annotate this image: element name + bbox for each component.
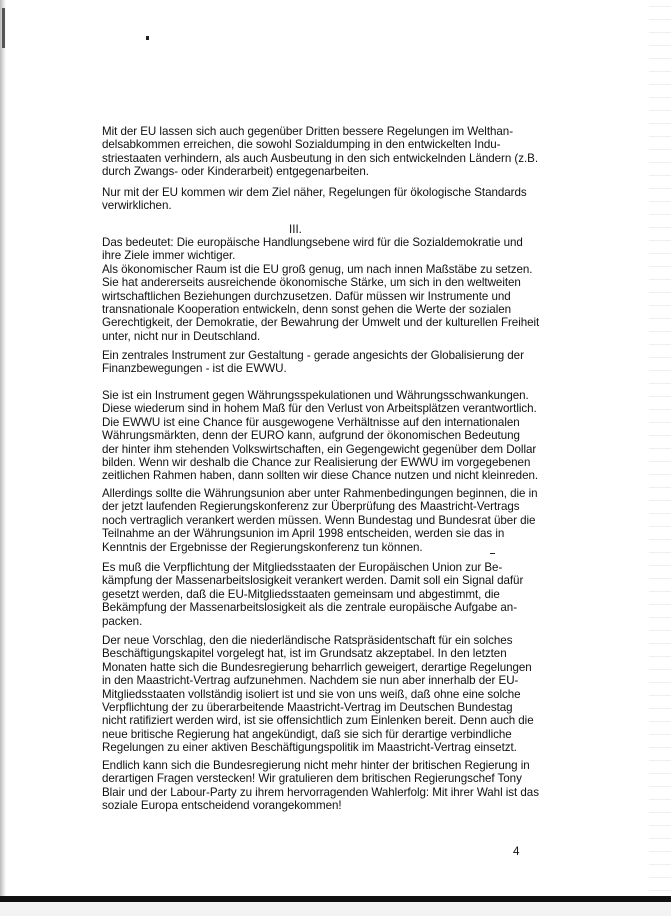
text-line: noch vertraglich verankert werden müssen. Wenn Bundestag und Bundesrat über die xyxy=(102,513,536,527)
paragraph xyxy=(102,236,539,343)
paragraph xyxy=(102,389,538,483)
paragraph xyxy=(102,759,539,813)
scan-edge-left xyxy=(0,0,6,916)
text-line: Endlich kann sich die Bundesregierung nicht mehr hinter der britischen Regierung in xyxy=(102,759,530,772)
text-line: in den Maastricht-Vertrag aufzunehmen. Nachdem sie nun aber innerhalb der EU- xyxy=(102,674,519,688)
text-line: Mitgliedsstaaten vollständig isoliert ist und sie von uns weiß, daß ohne eine solche xyxy=(102,687,521,701)
text-line: Verpflichtung der zu überarbeitende Maastricht-Vertrag im Deutschen Bundestag xyxy=(102,701,513,715)
text-line: Als ökonomischer Raum ist die EU groß genug, um nach innen Maßstäbe zu setzen. xyxy=(102,262,533,276)
text-line: delsabkommen erreichen, die sowohl Sozialdumping in den entwickelten Indu- xyxy=(102,138,501,152)
text-line: Die EWWU ist eine Chance für ausgewogene Verhältnisse auf den internationalen xyxy=(102,415,520,429)
text-line: Blair und der Labour-Party zu ihrem hervorragenden Wahlerfolg: Mit ihrer Wahl ist das xyxy=(102,785,539,799)
text-line: Es muß die Verpflichtung der Mitgliedsstaaten der Europäischen Union zur Be- xyxy=(102,561,503,574)
text-line: verwirklichen. xyxy=(102,199,172,213)
scan-bottom-margin xyxy=(0,902,671,916)
text-line: Finanzbewegungen - ist die EWWU. xyxy=(102,362,287,376)
scan-speck xyxy=(146,36,149,40)
text-line: Beschäftigungskapitel vorgelegt hat, ist im Grundsatz akzeptabel. In den letzten xyxy=(102,647,507,661)
section-number: III. xyxy=(289,223,302,236)
text-line: der hinter ihm stehenden Volkswirtschaften, ein Gegengewicht gegenüber dem Dollar xyxy=(102,442,537,456)
text-line: durch Zwangs- oder Kinderarbeit) entgegenarbeiten. xyxy=(102,165,369,179)
text-line: Bekämpfung der Massenarbeitslosigkeit als die zentrale europäische Aufgabe an- xyxy=(102,601,518,615)
text-line: Das bedeutet: Die europäische Handlungsebene wird für die Sozialdemokratie und xyxy=(102,236,523,249)
text-line: neue britische Regierung hat angekündigt, daß sie sich für derartige verbindliche xyxy=(102,727,512,741)
paragraph xyxy=(102,186,527,213)
text-line: unter, nicht nur in Deutschland. xyxy=(102,329,261,343)
text-line: transnationale Kooperation entwickeln, denn sonst gehen die Werte der sozialen xyxy=(102,303,512,317)
text-line: Regelungen zu einer aktiven Beschäftigungspolitik im Maastricht-Vertrag einsetzt. xyxy=(102,741,517,755)
text-line: kämpfung der Massenarbeitslosigkeit verankert werden. Damit soll ein Signal dafür xyxy=(102,574,524,588)
text-line: soziale Europa entscheidend vorangekommen! xyxy=(102,799,342,813)
text-line: Der neue Vorschlag, den die niederländische Ratspräsidentschaft für ein solches xyxy=(102,634,513,647)
paragraph xyxy=(102,561,523,628)
text-line: Währungsmärkten, denn der EURO kann, aufgrund der ökonomischen Bedeutung xyxy=(102,429,520,443)
text-line: Nur mit der EU kommen wir dem Ziel näher, Regelungen für ökologische Standards xyxy=(102,186,527,199)
text-line: Ein zentrales Instrument zur Gestaltung - gerade angesichts der Globalisierung der xyxy=(102,349,524,362)
scan-edge-right xyxy=(649,0,671,916)
text-line: Sie ist ein Instrument gegen Währungsspekulationen und Währungsschwankungen. xyxy=(102,389,529,402)
text-line: Mit der EU lassen sich auch gegenüber Dritten bessere Regelungen im Welthan- xyxy=(102,125,514,138)
text-line: packen. xyxy=(102,614,143,628)
scan-speck xyxy=(2,8,5,48)
text-line: Sie hat andererseits ausreichende ökonomische Stärke, um sich in den weltweiten xyxy=(102,276,521,290)
paragraph xyxy=(102,125,538,179)
paragraph xyxy=(102,487,538,554)
text-line: striestaaten verhindern, als auch Ausbeutung in den sich entwickelnden Ländern (z.B. xyxy=(102,151,538,165)
text-line: Diese wiederum sind in hohem Maß für den Verlust von Arbeitsplätzen verantwortlich. xyxy=(102,402,537,416)
text-line: derartigen Fragen verstecken! Wir gratulieren dem britischen Regierungschef Tony xyxy=(102,772,522,786)
text-line: wirtschaftlichen Beziehungen durchzusetzen. Dafür müssen wir Instrumente und xyxy=(102,289,511,303)
text-line: Allerdings sollte die Währungsunion aber unter Rahmenbedingungen beginnen, die in xyxy=(102,487,538,500)
text-line: Kenntnis der Ergebnisse der Regierungskonferenz tun können. xyxy=(102,540,423,554)
text-line: nicht ratifiziert werden wird, ist sie offensichtlich zum Einlenken bereit. Denn auch die xyxy=(102,714,534,728)
paragraph xyxy=(102,349,524,376)
page-number: 4 xyxy=(513,845,520,858)
text-line: Teilnahme an der Währungsunion im April 1998 entscheiden, werden sie das in xyxy=(102,527,505,541)
text-line: der jetzt laufenden Regierungskonferenz zur Überprüfung des Maastricht-Vertrags xyxy=(102,500,520,514)
paragraph xyxy=(102,634,534,755)
text-line: bilden. Wenn wir deshalb die Chance zur Realisierung der EWWU im vorgegebenen xyxy=(102,456,531,470)
text-line: gesetzt werden, daß die EU-Mitgliedsstaaten gemeinsam und abgestimmt, die xyxy=(102,587,500,601)
text-line: zeitlichen Rahmen haben, dann sollten wir diese Chance nutzen und nicht kleinreden. xyxy=(102,469,539,483)
text-line: Gerechtigkeit, der Demokratie, der Bewahrung der Umwelt und der kulturellen Freiheit xyxy=(102,316,540,330)
text-line: ihre Ziele immer wichtiger. xyxy=(102,249,236,263)
text-line: Monaten hatte sich die Bundesregierung beharrlich geweigert, derartige Regelungen xyxy=(102,660,532,674)
